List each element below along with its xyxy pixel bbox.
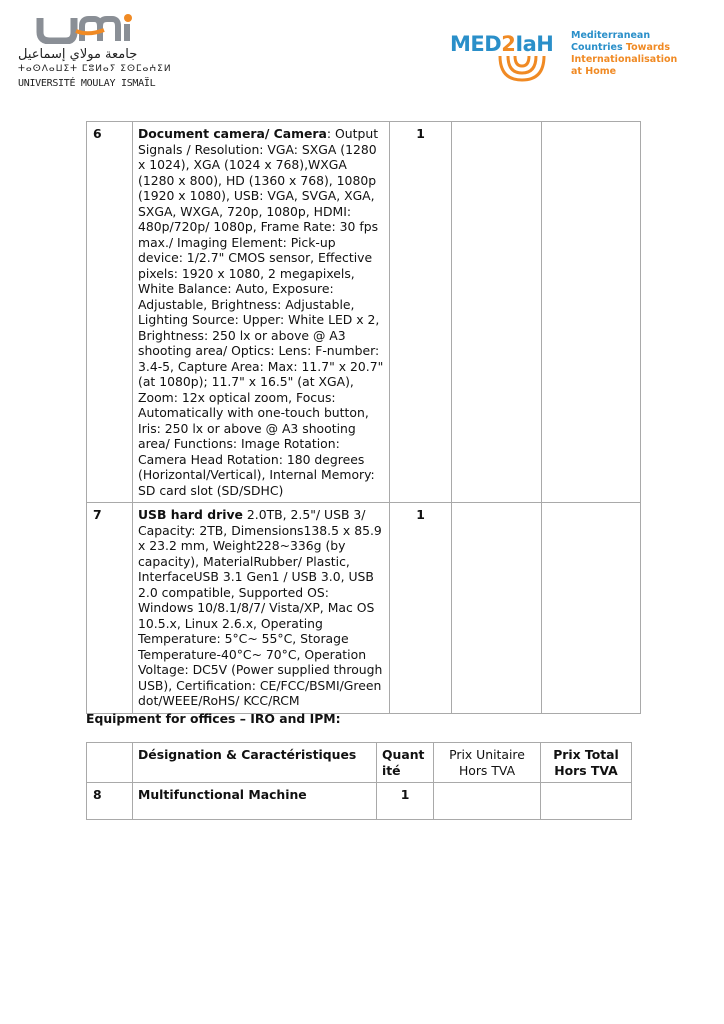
med2iah-word-c: IaH [515,32,554,56]
med2iah-logo [450,26,700,86]
med2iah-word-a: MED [450,32,502,56]
umi-logo [16,14,172,94]
tagline-line-2b: Towards [625,42,670,53]
item-unit-price[interactable] [452,503,542,714]
equipment-table-2 [86,742,632,820]
tagline-line-3: Internationalisation [571,54,678,65]
item-description: Multifunctional Machine [133,783,377,820]
tagline-line-2 [571,42,677,54]
item-quantity: 1 [390,503,452,714]
item-quantity: 1 [390,122,452,503]
tagline-line-2a: Countries [571,42,626,53]
item-total-price[interactable] [541,783,632,820]
item-unit-price[interactable] [434,783,541,820]
item-description [133,122,390,503]
med2iah-word-b: 2 [501,32,516,56]
item-spec: : Output Signals / Resolution: VGA: SXGA (1280 x 1024), XGA (1024 x 768),WXGA (1280 x 800), HD (1360 x 768), 1080p (1920 x 1080), USB: VGA, SVGA, XGA, SXGA, WXGA, 720p, 1080p, HDMI: 480p/720p/ 1080p, Frame Rate: 30 fps max./ Imaging Element: Pick-up device: 1/2.7" CMOS sensor, Effective pixels: 1920 x 1080, 2 megapixels, White Balance: Auto, Exposure: Adjustable, Brightness: Adjustable, Lighting Source: Upper: White LED x 2, Brightness: 250 lx or above @ A3 shooting area/ Optics: Lens: F-number: 3.4-5, Capture Area: Max: 11.7" x 20.7" (at 1080p); 11.7" x 16.5" (at XGA), Zoom: 12x optical zoom, Focus: Automatically with one-touch button, Iris: 250 lx or above @ A3 shooting area/ Functions: Image Rotation: Camera Head Rotation: 180 degrees (Horizontal/Vertical), Internal Memory: SD card slot (SD/SDHC) [138,126,384,498]
equipment-table-1 [86,121,641,714]
item-title: Document camera/ Camera [138,126,327,141]
med2iah-tagline [571,30,677,78]
umi-arabic-name: جامعة مولاي إسماعيل [18,47,138,62]
item-total-price[interactable] [542,503,641,714]
umi-mark-icon [36,14,136,44]
table-row [87,503,641,714]
header-number [87,743,133,783]
header-quantity: Quantité [377,743,434,783]
header-unit-price: Prix Unitaire Hors TVA [434,743,541,783]
item-spec: 2.0TB, 2.5"/ USB 3/ Capacity: 2TB, Dimensions138.5 x 85.9 x 23.2 mm, Weight228~336g (by capacity), MaterialRubber/ Plastic, InterfaceUSB 3.1 Gen1 / USB 3.0, USB 2.0 compatible, Supported OS: Windows 10/8.1/8/7/ Vista/XP, Mac OS 10.5.x, Linux 2.6.x, Operating Temperature: 5°C~ 55°C, Storage Temperature-40°C~ 70°C, Operation Voltage: DC5V (Power supplied through USB), Certification: CE/FCC/BSMI/Green dot/WEEE/RoHS/ KCC/RCM [138,507,383,708]
umi-french-name: UNIVERSITÉ MOULAY ISMAÏL [18,78,156,89]
table-header-row [87,743,632,783]
tagline-line-4: at Home [571,66,617,77]
med2iah-waves-icon [492,52,552,88]
header-designation: Désignation & Caractéristiques [133,743,377,783]
section-title: Equipment for offices – IRO and IPM: [86,711,341,726]
tagline-line-1: Mediterranean [571,30,651,41]
item-total-price[interactable] [542,122,641,503]
item-number: 6 [87,122,133,503]
umi-tifinagh-name: ⵜⴰⵙⴷⴰⵡⵉⵜ ⵎⵓⵍⴰⵢ ⵉⵙⵎⴰⵄⵉⵍ [18,64,172,74]
item-quantity: 1 [377,783,434,820]
item-description [133,503,390,714]
table-row [87,122,641,503]
item-number: 7 [87,503,133,714]
item-number: 8 [87,783,133,820]
item-title: USB hard drive [138,507,243,522]
table-row [87,783,632,820]
item-unit-price[interactable] [452,122,542,503]
header-total-price: Prix Total Hors TVA [541,743,632,783]
